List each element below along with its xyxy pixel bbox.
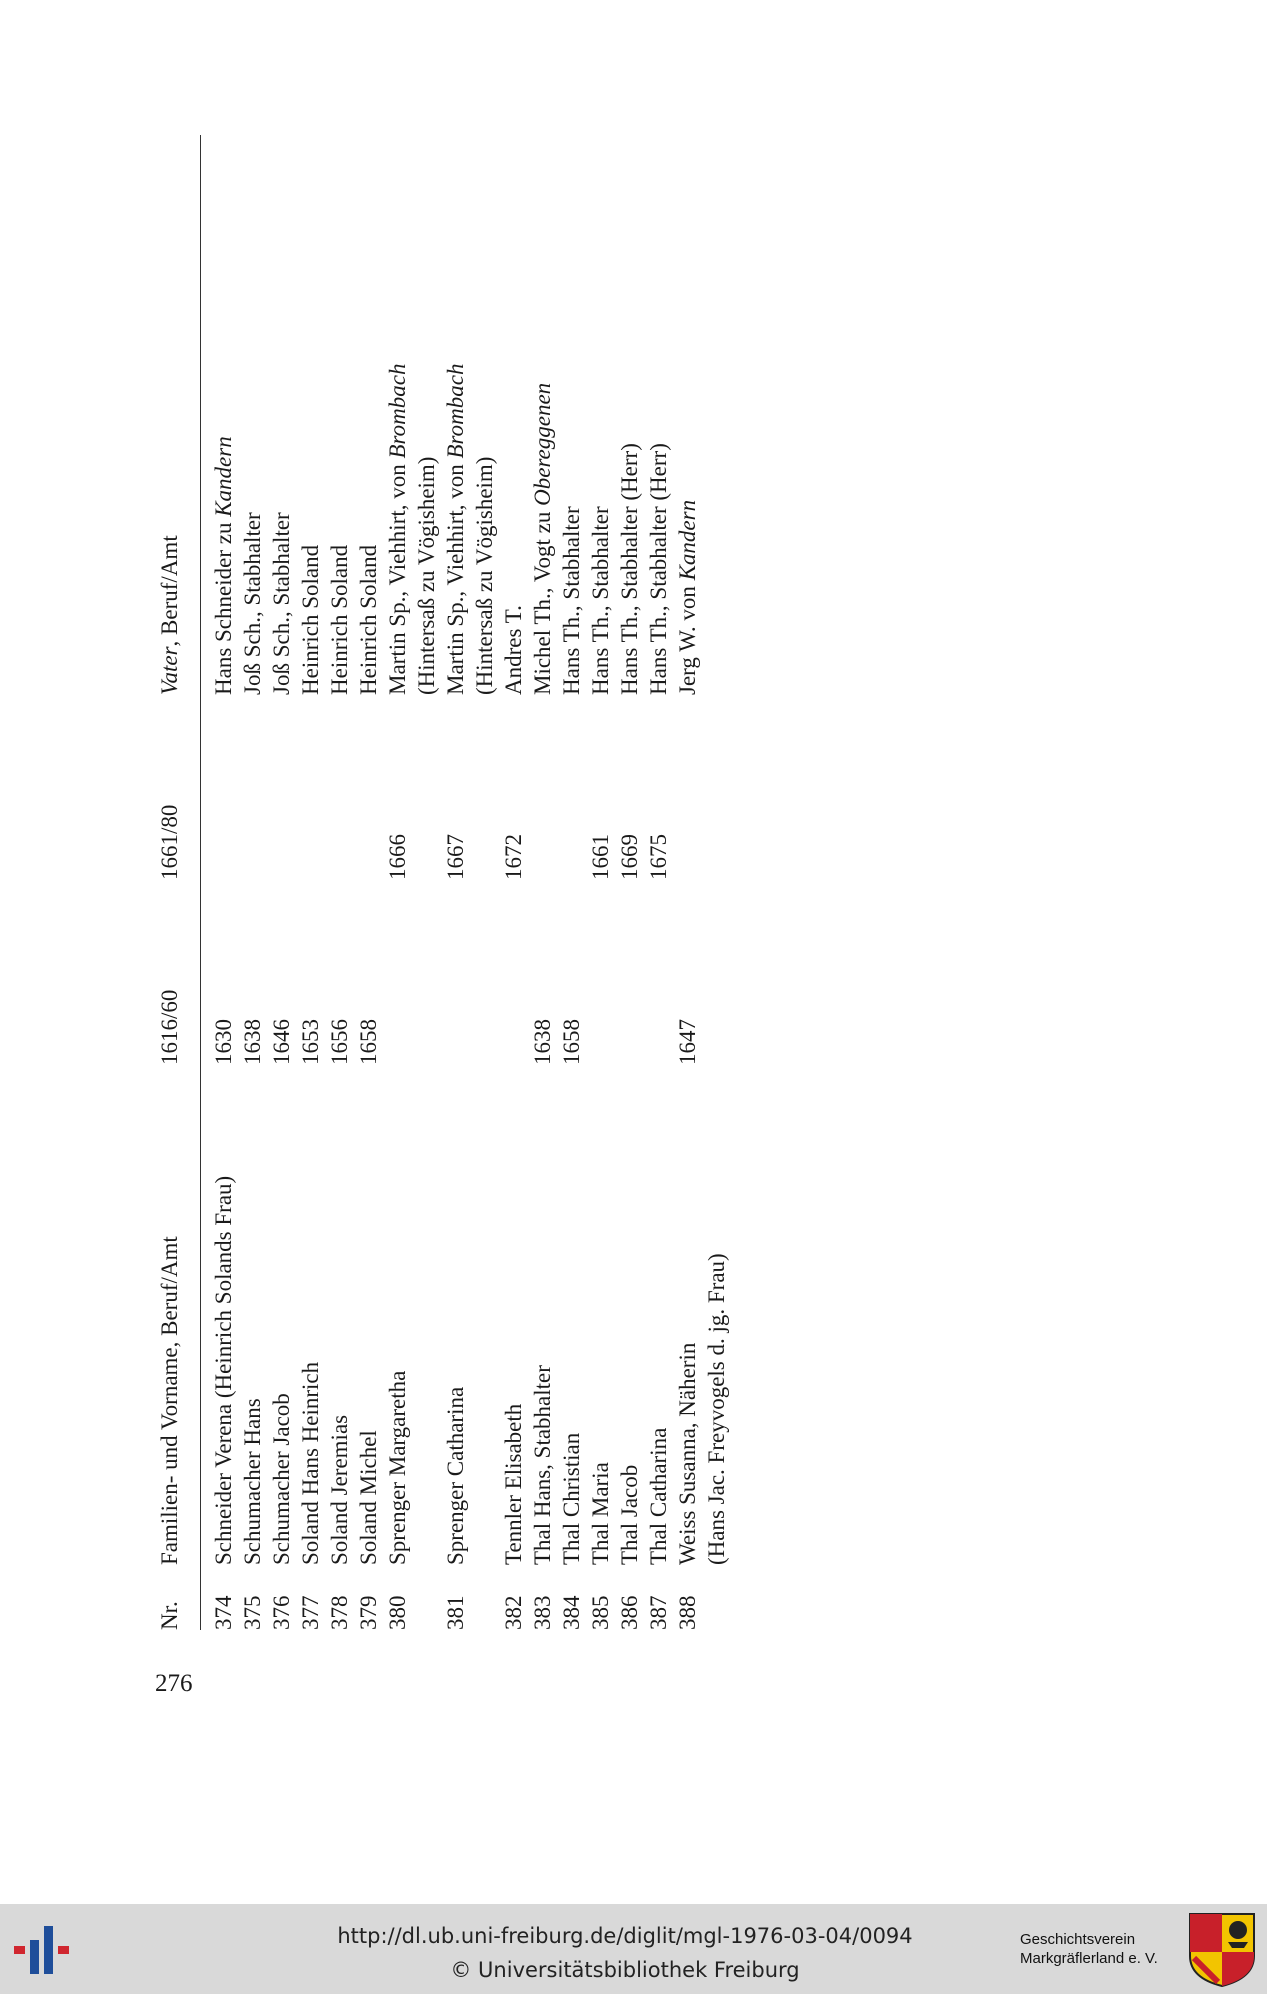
cell-name [383, 1065, 441, 1565]
cell-1616-60 [644, 880, 673, 1065]
cell-name-line1: Schneider Verena (Heinrich Solands Frau) [211, 1175, 236, 1565]
cell-father-text: Hans Th., Stabhalter (Herr) [646, 443, 671, 695]
table-row [238, 135, 267, 1630]
cell-father-text: Joß Sch., Stabhalter [269, 512, 294, 695]
table-row [615, 135, 644, 1630]
table-row [586, 135, 615, 1630]
cell-name-line1: Thal Jacob [617, 1464, 642, 1565]
cell-1661-80: 1675 [646, 834, 671, 880]
genealogy-table [155, 135, 731, 1630]
cell-nr: 378 [327, 1595, 352, 1630]
cell-father-text: Andres T. [501, 605, 526, 695]
cell-father [325, 135, 354, 695]
cell-name-line1: Tennler Elisabeth [501, 1403, 526, 1565]
cell-1661-80: 1672 [501, 834, 526, 880]
cell-father-text: Martin Sp., Viehhirt, von [385, 458, 410, 695]
cell-father [673, 135, 731, 695]
cell-name-line1: Weiss Susanna, Näherin [675, 1342, 700, 1565]
cell-father-line1 [296, 135, 325, 695]
cell-father [528, 135, 557, 695]
ub-freiburg-logo-icon[interactable] [14, 1920, 80, 1980]
cell-father [238, 135, 267, 695]
cell-father-line1 [557, 135, 586, 695]
cell-father-line1 [615, 135, 644, 695]
footer-copyright: © Universitätsbibliothek Freiburg [450, 1958, 800, 1982]
cell-1616-60 [586, 880, 615, 1065]
cell-nr: 386 [617, 1595, 642, 1630]
rotated-table-container [155, 135, 729, 1630]
cell-nr: 385 [588, 1595, 613, 1630]
table-row [557, 135, 586, 1630]
cell-1616-60: 1647 [675, 1019, 700, 1065]
header-father-italic: Vater [157, 646, 182, 695]
table-row [354, 135, 383, 1630]
cell-father [586, 135, 615, 695]
cell-1616-60 [383, 880, 441, 1065]
table-row [528, 135, 557, 1630]
cell-name [267, 1065, 296, 1565]
cell-father-line1 [325, 135, 354, 695]
cell-name [499, 1065, 528, 1565]
page-number: 276 [155, 1670, 193, 1697]
cell-name-line1: Schumacher Jacob [269, 1393, 294, 1565]
header-1616-60: 1616/60 [155, 880, 201, 1065]
header-father-rest: , Beruf/Amt [157, 535, 182, 647]
cell-name-line2: (Hans Jac. Freyvogels d. jg. Frau) [704, 1253, 729, 1565]
cell-father-place: Brombach [443, 363, 468, 459]
table-row [267, 135, 296, 1630]
cell-father-place: Brombach [385, 363, 410, 459]
cell-father [383, 135, 441, 695]
cell-1661-80 [557, 695, 586, 880]
cell-nr: 381 [443, 1595, 468, 1630]
cell-name-line1: Thal Catharina [646, 1427, 671, 1565]
cell-nr: 376 [269, 1595, 294, 1630]
cell-father [441, 135, 499, 695]
cell-father-line1 [238, 135, 267, 695]
coat-of-arms-icon [1188, 1912, 1256, 1988]
cell-name [441, 1065, 499, 1565]
cell-name [557, 1065, 586, 1565]
cell-name-line1: Thal Maria [588, 1462, 613, 1565]
cell-father-line1 [209, 135, 238, 695]
cell-father-line2: (Hintersaß zu Vögisheim) [472, 456, 497, 695]
table-row [383, 135, 441, 1630]
cell-nr: 374 [211, 1595, 236, 1630]
cell-1661-80: 1661 [588, 834, 613, 880]
cell-nr: 377 [298, 1595, 323, 1630]
table-row [325, 135, 354, 1630]
table-header-row [155, 135, 201, 1630]
cell-name [325, 1065, 354, 1565]
cell-1616-60: 1638 [240, 1019, 265, 1065]
cell-father [615, 135, 644, 695]
cell-1616-60: 1646 [269, 1019, 294, 1065]
cell-father-line1 [499, 135, 528, 695]
cell-name [296, 1065, 325, 1565]
cell-1616-60: 1658 [559, 1019, 584, 1065]
cell-name [354, 1065, 383, 1565]
cell-father-place: Obereggenen [530, 382, 555, 506]
header-nr: Nr. [155, 1565, 201, 1630]
cell-1616-60: 1638 [530, 1019, 555, 1065]
cell-1661-80 [238, 695, 267, 880]
cell-nr: 375 [240, 1595, 265, 1630]
table-row [499, 135, 528, 1630]
cell-father-line1 [528, 135, 557, 695]
cell-1616-60 [441, 880, 499, 1065]
header-1661-80: 1661/80 [155, 695, 201, 880]
cell-father [296, 135, 325, 695]
cell-1616-60 [615, 880, 644, 1065]
table-row [201, 135, 239, 1630]
cell-father-line1 [441, 135, 470, 695]
table-row [441, 135, 499, 1630]
cell-father-line1 [644, 135, 673, 695]
cell-father-text: Hans Th., Stabhalter [588, 506, 613, 695]
cell-father [644, 135, 673, 695]
cell-1661-80 [325, 695, 354, 880]
cell-1661-80: 1666 [385, 834, 410, 880]
cell-nr: 380 [385, 1595, 410, 1630]
cell-1661-80 [296, 695, 325, 880]
cell-father [267, 135, 296, 695]
cell-name [238, 1065, 267, 1565]
society-name [1020, 1930, 1158, 1968]
cell-father-line1 [673, 135, 702, 695]
cell-1661-80: 1669 [617, 834, 642, 880]
cell-father-text: Hans Th., Stabhalter [559, 506, 584, 695]
cell-name-line1: Sprenger Catharina [443, 1386, 468, 1565]
cell-name-line1: Thal Hans, Stabhalter [530, 1365, 555, 1565]
cell-nr: 383 [530, 1595, 555, 1630]
cell-father-text: Jerg W. von [675, 580, 700, 695]
cell-name [586, 1065, 615, 1565]
cell-nr: 379 [356, 1595, 381, 1630]
cell-father-line1 [354, 135, 383, 695]
cell-1661-80 [673, 695, 731, 880]
cell-father-line1 [586, 135, 615, 695]
cell-1616-60: 1630 [211, 1019, 236, 1065]
cell-father-text: Michel Th., Vogt zu [530, 505, 555, 695]
cell-name [528, 1065, 557, 1565]
cell-nr: 388 [675, 1595, 700, 1630]
cell-father-place: Kandern [675, 499, 700, 581]
cell-name-line1: Thal Christian [559, 1432, 584, 1565]
cell-nr: 382 [501, 1595, 526, 1630]
cell-name-line1: Soland Michel [356, 1430, 381, 1565]
cell-1661-80 [354, 695, 383, 880]
cell-name [673, 1065, 731, 1565]
cell-father [499, 135, 528, 695]
cell-father-text: Heinrich Soland [298, 544, 323, 695]
society-name-line1: Geschichtsverein [1020, 1931, 1136, 1948]
cell-1616-60: 1658 [356, 1019, 381, 1065]
cell-1661-80: 1667 [443, 834, 468, 880]
cell-1616-60: 1656 [327, 1019, 352, 1065]
cell-nr: 384 [559, 1595, 584, 1630]
table-body [201, 135, 732, 1630]
cell-father-text: Martin Sp., Viehhirt, von [443, 458, 468, 695]
cell-name-line1: Schumacher Hans [240, 1398, 265, 1565]
cell-name [201, 1065, 239, 1565]
cell-nr: 387 [646, 1595, 671, 1630]
cell-name-line1: Soland Hans Heinrich [298, 1361, 323, 1565]
cell-name [615, 1065, 644, 1565]
cell-1661-80 [528, 695, 557, 880]
cell-1661-80 [201, 695, 239, 880]
cell-father-text: Hans Th., Stabhalter (Herr) [617, 443, 642, 695]
cell-name-line1: Sprenger Margaretha [385, 1370, 410, 1565]
table-row [296, 135, 325, 1630]
cell-father-text: Hans Schneider zu [211, 516, 236, 695]
table-row [644, 135, 673, 1630]
society-name-line2: Markgräflerland e. V. [1020, 1950, 1158, 1967]
cell-father [201, 135, 239, 695]
header-father [155, 135, 201, 695]
cell-name-line1: Soland Jeremias [327, 1414, 352, 1565]
cell-father [557, 135, 586, 695]
cell-1616-60: 1653 [298, 1019, 323, 1065]
cell-father-place: Kandern [211, 436, 236, 517]
header-name: Familien- und Vorname, Beruf/Amt [155, 1065, 201, 1565]
cell-1616-60 [499, 880, 528, 1065]
cell-father-text: Joß Sch., Stabhalter [240, 512, 265, 695]
footer-bar [0, 1904, 1267, 1994]
cell-1661-80 [267, 695, 296, 880]
cell-name [644, 1065, 673, 1565]
cell-father-text: Heinrich Soland [327, 544, 352, 695]
cell-father-text: Heinrich Soland [356, 544, 381, 695]
footer-url-link[interactable]: http://dl.ub.uni-freiburg.de/diglit/mgl-1976-03-04/0094 [337, 1924, 913, 1948]
cell-father-line1 [383, 135, 412, 695]
cell-father-line1 [267, 135, 296, 695]
cell-father [354, 135, 383, 695]
cell-father-line2: (Hintersaß zu Vögisheim) [414, 456, 439, 695]
table-row [673, 135, 731, 1630]
